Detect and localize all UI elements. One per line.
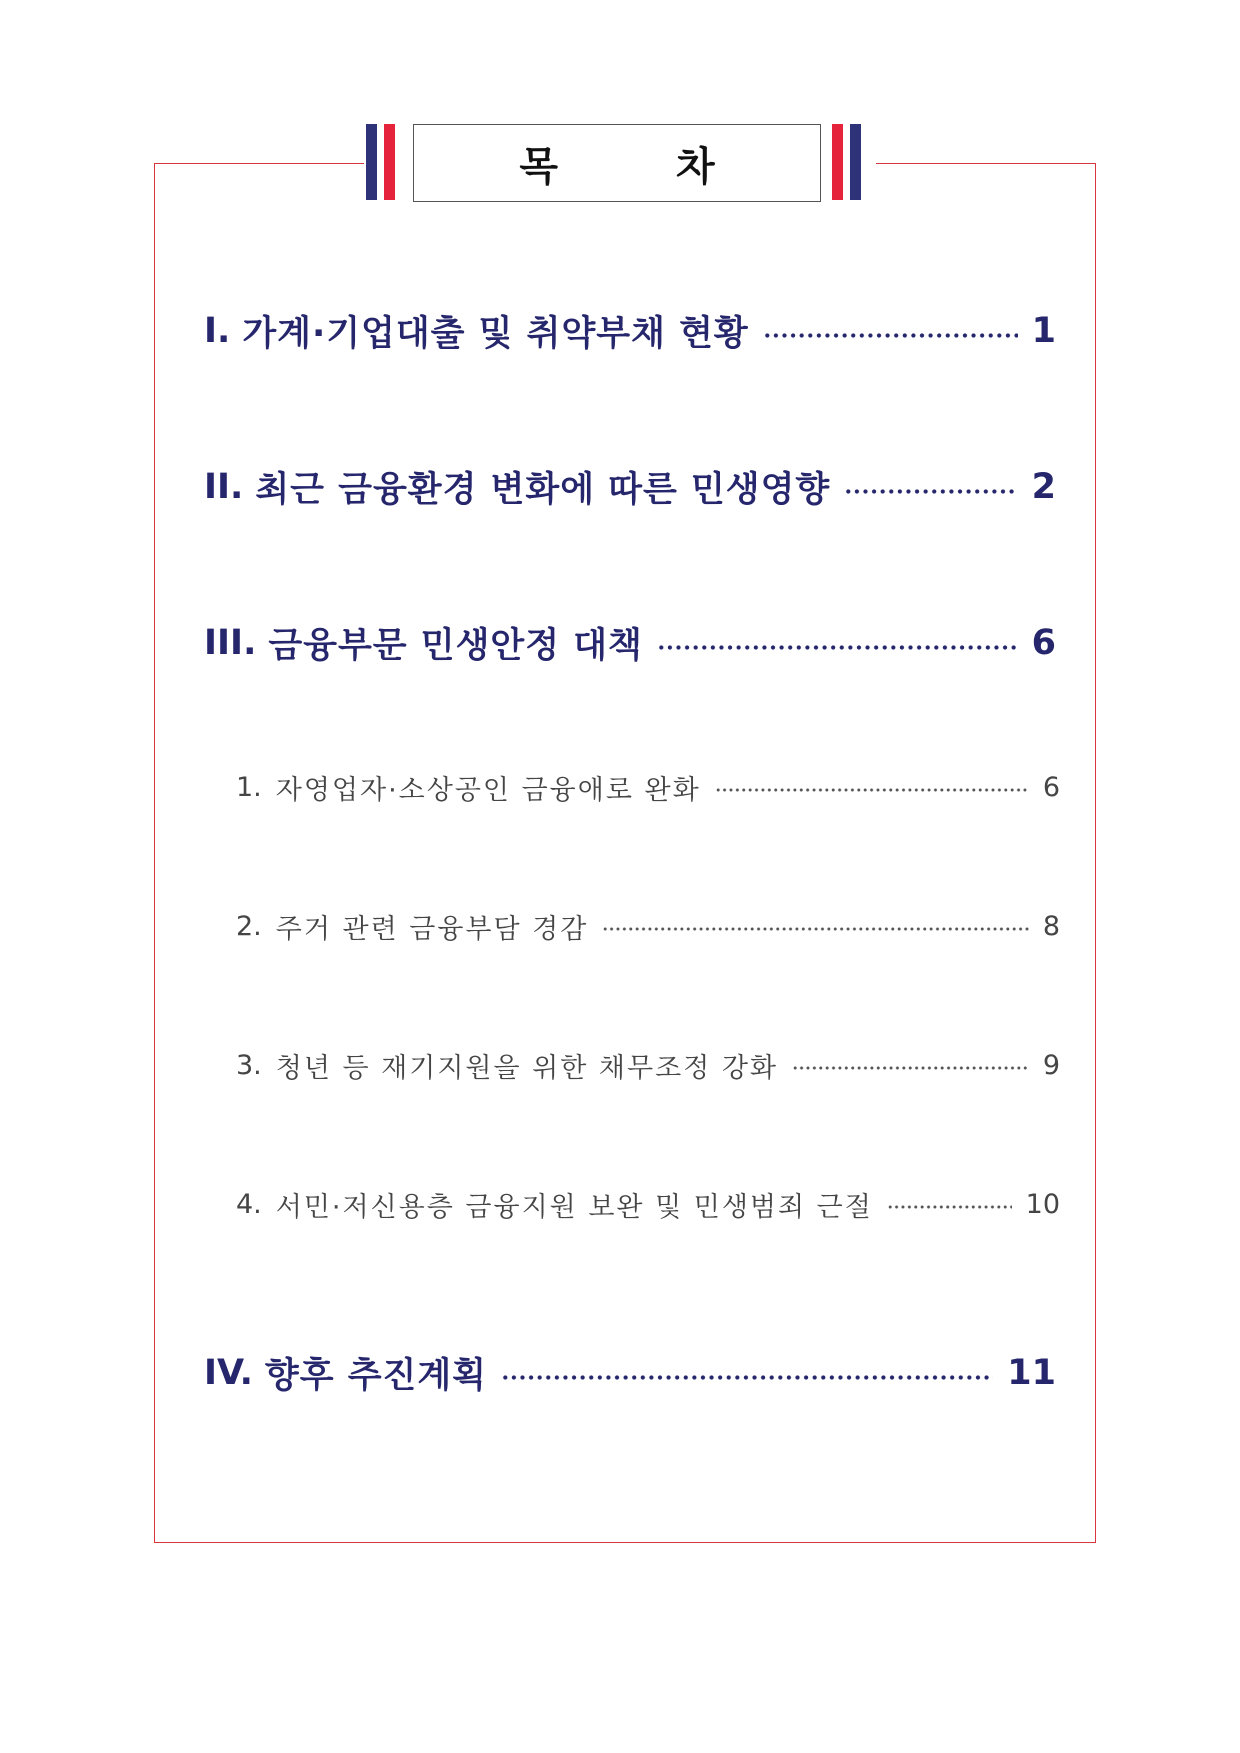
toc-subsection-title: 자영업자·소상공인 금융애로 완화 xyxy=(275,774,701,806)
toc-section-number: I. xyxy=(204,311,231,351)
dot-leader xyxy=(763,333,1018,338)
toc-section-number: II. xyxy=(204,467,244,507)
toc-section-page: 2 xyxy=(1031,467,1056,507)
toc-subsection-title: 주거 관련 금융부담 경감 xyxy=(275,913,589,945)
right-navy-stripe xyxy=(850,124,861,200)
toc-subsection-page: 9 xyxy=(1042,1049,1060,1081)
toc-subsection-number: 1. xyxy=(236,771,262,803)
toc-section-2[interactable] xyxy=(204,457,1056,517)
page-title: 목 차 xyxy=(519,143,767,190)
toc-section-title: 향후 추진계획 xyxy=(264,1356,487,1396)
toc-section-page: 6 xyxy=(1031,623,1056,663)
toc-section-number: IV. xyxy=(204,1353,253,1393)
dot-leader xyxy=(501,1375,993,1380)
toc-subsection-page: 8 xyxy=(1042,910,1060,942)
toc-subsection-page: 10 xyxy=(1025,1188,1060,1220)
dot-leader xyxy=(844,489,1017,494)
toc-subsection-number: 3. xyxy=(236,1049,262,1081)
toc-subsection-4[interactable] xyxy=(236,1182,1060,1226)
title-box xyxy=(413,124,821,202)
dot-leader xyxy=(715,788,1029,792)
toc-section-title: 가계·기업대출 및 취약부채 현황 xyxy=(242,314,749,354)
toc-subsection-3[interactable] xyxy=(236,1043,1060,1087)
toc-section-page: 1 xyxy=(1031,311,1056,351)
toc-section-4[interactable] xyxy=(204,1343,1056,1403)
toc-subsection-number: 2. xyxy=(236,910,262,942)
toc-subsection-title: 청년 등 재기지원을 위한 채무조정 강화 xyxy=(275,1052,778,1084)
toc-section-3[interactable] xyxy=(204,613,1056,673)
toc-section-page: 11 xyxy=(1007,1353,1056,1393)
toc-section-title: 최근 금융환경 변화에 따른 민생영향 xyxy=(255,470,831,510)
toc-subsection-1[interactable] xyxy=(236,765,1060,809)
toc-frame xyxy=(154,163,1096,1543)
toc-subsection-number: 4. xyxy=(236,1188,262,1220)
toc-header xyxy=(364,120,876,206)
left-navy-stripe xyxy=(366,124,377,200)
dot-leader xyxy=(657,645,1018,650)
toc-section-1[interactable] xyxy=(204,301,1056,361)
dot-leader xyxy=(602,927,1028,931)
toc-subsection-page: 6 xyxy=(1042,771,1060,803)
dot-leader xyxy=(887,1205,1012,1209)
toc-section-number: III. xyxy=(204,623,257,663)
toc-subsection-title: 서민·저신용층 금융지원 보완 및 민생범죄 근절 xyxy=(275,1191,873,1223)
left-red-stripe xyxy=(384,124,395,200)
toc-subsection-2[interactable] xyxy=(236,904,1060,948)
dot-leader xyxy=(792,1066,1029,1070)
toc-section-title: 금융부문 민생안정 대책 xyxy=(268,626,643,666)
right-red-stripe xyxy=(832,124,843,200)
